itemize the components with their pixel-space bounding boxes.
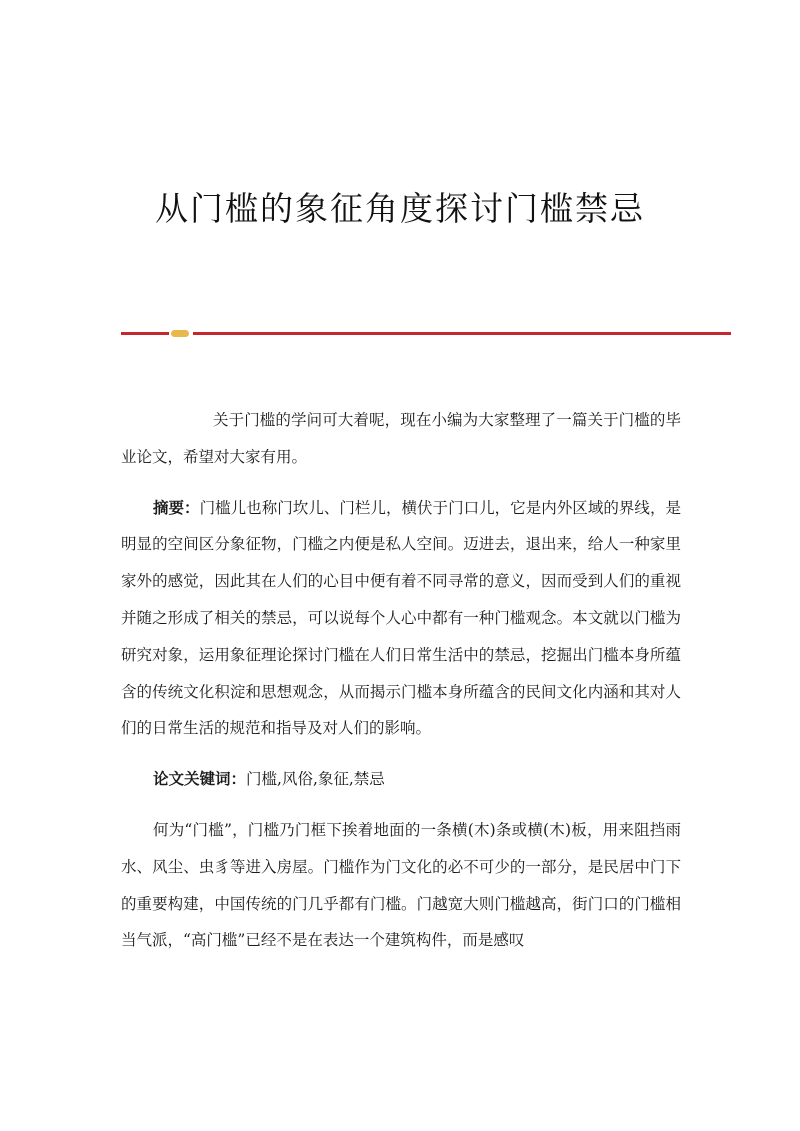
abstract-label: 摘要： xyxy=(153,497,200,517)
divider-line-left xyxy=(121,332,169,335)
document-body xyxy=(121,402,681,973)
abstract-paragraph xyxy=(121,490,681,748)
keywords-label: 论文关键词： xyxy=(153,769,247,789)
document-title: 从门槛的象征角度探讨门槛禁忌 xyxy=(155,189,645,228)
keywords-text: 门槛,风俗,象征,禁忌 xyxy=(246,770,385,789)
title-divider xyxy=(121,329,731,339)
divider-line-right xyxy=(193,332,731,335)
abstract-text: 门槛儿也称门坎儿、门栏儿，横伏于门口儿，它是内外区域的界线，是明显的空间区分象征物，门槛之内便是私人空间。迈进去，退出来，给人一种家里家外的感觉，因此其在人们的心目中便有着不同寻常的意义，因而受到人们的重视并随之形成了相关的禁忌，可以说每个人心中都有一种门槛观念。本文就以门槛为研究对象，运用象征理论探讨门槛在人们日常生活中的禁忌，挖掘出门槛本身所蕴含的传统文化积淀和思想观念，从而揭示门槛本身所蕴含的民间文化内涵和其对人们的日常生活的规范和指导及对人们的影响。 xyxy=(121,498,681,738)
intro-paragraph: 关于门槛的学问可大着呢，现在小编为大家整理了一篇关于门槛的毕业论文，希望对大家有用。 xyxy=(121,411,681,466)
divider-ornament-icon xyxy=(171,330,189,337)
body-paragraph: 何为“门槛”，门槛乃门框下挨着地面的一条横(木)条或横(木)板，用来阻挡雨水、风尘、虫豸等进入房屋。门槛作为门文化的必不可少的一部分，是民居中门下的重要构建，中国传统的门几乎都有门槛。门越宽大则门槛越高，街门口的门槛相当气派，“高门槛”已经不是在表达一个建筑构件，而是感叹 xyxy=(121,820,681,950)
keywords-paragraph xyxy=(121,761,681,798)
